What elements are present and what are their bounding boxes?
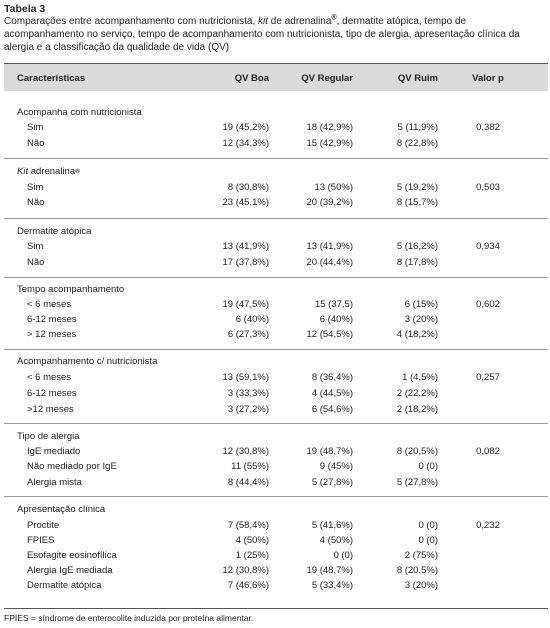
cell-qv-regular: 9 (45%) bbox=[319, 461, 353, 472]
row-label: Sim bbox=[27, 122, 44, 133]
cell-qv-regular: 15 (42,9%) bbox=[306, 138, 353, 149]
section-header-row bbox=[0, 106, 550, 120]
table-row bbox=[0, 240, 550, 254]
cell-p-value: 0,082 bbox=[476, 446, 500, 457]
cell-qv-bad: 8 (20,5%) bbox=[396, 565, 438, 576]
registered-mark: ® bbox=[331, 14, 337, 22]
cell-qv-regular: 20 (39,2%) bbox=[306, 197, 353, 208]
header-qv-good: QV Boa bbox=[234, 73, 269, 84]
section-label-italic: Kit bbox=[17, 166, 29, 177]
section-divider bbox=[4, 158, 548, 159]
cell-qv-good: 12 (34,3%) bbox=[222, 138, 269, 149]
table-row bbox=[0, 519, 550, 533]
registered-mark: ® bbox=[75, 168, 80, 175]
table-row bbox=[0, 476, 550, 490]
table-row bbox=[0, 403, 550, 417]
section-header-row bbox=[0, 283, 550, 297]
header-qv-bad: QV Ruim bbox=[397, 73, 438, 84]
cell-qv-bad: 8 (22,8%) bbox=[396, 138, 438, 149]
section-divider bbox=[4, 349, 548, 350]
cell-qv-good: 19 (47,5%) bbox=[222, 299, 269, 310]
table-row bbox=[0, 137, 550, 151]
section-label: Acompanhamento c/ nutricionista bbox=[17, 356, 158, 367]
header-p-value: Valor p bbox=[472, 73, 504, 84]
cell-qv-good: 7 (46,6%) bbox=[227, 580, 269, 591]
cell-qv-bad: 0 (0) bbox=[418, 461, 438, 472]
row-label: Não bbox=[27, 257, 45, 268]
table-row bbox=[0, 181, 550, 195]
row-label: Proctite bbox=[27, 520, 60, 531]
cell-qv-good: 17 (37,8%) bbox=[222, 257, 269, 268]
section-label bbox=[17, 165, 80, 179]
cell-qv-regular: 15 (37,5) bbox=[314, 299, 353, 310]
cell-p-value: 0,382 bbox=[476, 122, 500, 133]
row-label: > 12 meses bbox=[27, 329, 77, 340]
table-bottom-rule bbox=[4, 608, 548, 609]
header-qv-regular: QV Regular bbox=[301, 73, 353, 84]
cell-qv-good: 13 (41,9%) bbox=[222, 241, 269, 252]
section-divider bbox=[4, 496, 548, 497]
cell-qv-regular: 0 (0) bbox=[333, 550, 353, 561]
table-row bbox=[0, 196, 550, 210]
row-label: Alergia IgE mediada bbox=[27, 565, 113, 576]
caption-part-3: , dermatite atópica, tempo de acompanhamento no serviço, tempo de acompanhamento com nutricionista, tipo de alergia, apresentação clínica da alergia e a classificação da qualidade de vida (QV) bbox=[4, 16, 520, 53]
cell-qv-good: 8 (30,8%) bbox=[227, 182, 269, 193]
cell-qv-good: 3 (33,3%) bbox=[227, 388, 269, 399]
cell-qv-good: 7 (58,4%) bbox=[227, 520, 269, 531]
table-row bbox=[0, 256, 550, 270]
caption-part-1: Comparações entre acompanhamento com nutricionista, bbox=[4, 16, 259, 27]
row-label: >12 meses bbox=[27, 404, 74, 415]
cell-qv-regular: 5 (27,8%) bbox=[311, 477, 353, 488]
cell-qv-regular: 12 (54,5%) bbox=[306, 329, 353, 340]
row-label: Não mediado por IgE bbox=[27, 461, 117, 472]
cell-qv-bad: 8 (15,7%) bbox=[396, 197, 438, 208]
cell-qv-regular: 19 (48,7%) bbox=[306, 446, 353, 457]
section-label: Tempo acompanhamento bbox=[17, 284, 125, 295]
cell-qv-regular: 19 (48,7%) bbox=[306, 565, 353, 576]
cell-qv-good: 23 (45,1%) bbox=[222, 197, 269, 208]
cell-qv-good: 11 (55%) bbox=[231, 461, 269, 472]
cell-qv-good: 6 (27,3%) bbox=[227, 329, 269, 340]
row-label: Não bbox=[27, 138, 45, 149]
row-label: < 6 meses bbox=[27, 299, 72, 310]
section-header-row bbox=[0, 165, 550, 179]
cell-qv-good: 19 (45,2%) bbox=[222, 122, 269, 133]
cell-qv-bad: 4 (18,2%) bbox=[396, 329, 438, 340]
cell-qv-bad: 2 (75%) bbox=[404, 550, 438, 561]
table-footnote: FPIES = síndrome de enterocolite induzida por proteína alimentar. bbox=[4, 613, 254, 623]
cell-qv-bad: 8 (17,8%) bbox=[396, 257, 438, 268]
table-row bbox=[0, 564, 550, 578]
cell-qv-regular: 6 (40%) bbox=[319, 314, 353, 325]
cell-qv-good: 8 (44,4%) bbox=[227, 477, 269, 488]
cell-qv-good: 12 (30,8%) bbox=[222, 565, 269, 576]
table-row bbox=[0, 298, 550, 312]
table-row bbox=[0, 460, 550, 474]
cell-qv-bad: 2 (18,2%) bbox=[396, 404, 438, 415]
table-row bbox=[0, 328, 550, 342]
section-label-text: adrenalina bbox=[28, 166, 76, 177]
cell-qv-good: 4 (50%) bbox=[235, 535, 269, 546]
cell-qv-regular: 4 (50%) bbox=[319, 535, 353, 546]
row-label: Esofagite eosinofílica bbox=[27, 550, 117, 561]
row-label: 6-12 meses bbox=[27, 388, 77, 399]
table-row bbox=[0, 549, 550, 563]
cell-p-value: 0,602 bbox=[476, 299, 500, 310]
row-label: Alergia mista bbox=[27, 477, 82, 488]
cell-qv-regular: 13 (41,9%) bbox=[306, 241, 353, 252]
section-label: Acompanha com nutricionista bbox=[17, 107, 142, 118]
cell-qv-regular: 5 (33,4%) bbox=[311, 580, 353, 591]
cell-qv-bad: 0 (0) bbox=[418, 535, 438, 546]
cell-qv-good: 12 (30,8%) bbox=[222, 446, 269, 457]
cell-qv-regular: 8 (36,4%) bbox=[311, 372, 353, 383]
cell-p-value: 0,503 bbox=[476, 182, 500, 193]
row-label: 6-12 meses bbox=[27, 314, 77, 325]
cell-p-value: 0,232 bbox=[476, 520, 500, 531]
row-label: Dermatite atópica bbox=[27, 580, 102, 591]
section-header-row bbox=[0, 225, 550, 239]
cell-qv-good: 13 (59,1%) bbox=[222, 372, 269, 383]
table-row bbox=[0, 579, 550, 593]
cell-qv-good: 6 (40%) bbox=[235, 314, 269, 325]
header-characteristics: Características bbox=[17, 73, 86, 84]
cell-qv-bad: 5 (11,9%) bbox=[397, 122, 438, 133]
cell-qv-regular: 4 (44,5%) bbox=[311, 388, 353, 399]
cell-qv-bad: 1 (4,5%) bbox=[402, 372, 438, 383]
cell-qv-regular: 5 (41,6%) bbox=[311, 520, 353, 531]
section-label: Apresentação clínica bbox=[17, 504, 106, 515]
cell-qv-good: 1 (25%) bbox=[235, 550, 269, 561]
table-title: Tabela 3 bbox=[4, 3, 46, 15]
table-caption bbox=[4, 15, 548, 54]
cell-qv-bad: 2 (22,2%) bbox=[396, 388, 438, 399]
cell-qv-bad: 5 (19,2%) bbox=[396, 182, 438, 193]
section-divider bbox=[4, 277, 548, 278]
row-label: Não bbox=[27, 197, 45, 208]
section-header-row bbox=[0, 430, 550, 444]
row-label: < 6 meses bbox=[27, 372, 72, 383]
cell-qv-bad: 0 (0) bbox=[418, 520, 438, 531]
cell-qv-bad: 6 (15%) bbox=[404, 299, 438, 310]
row-label: IgE mediado bbox=[27, 446, 81, 457]
cell-qv-bad: 3 (20%) bbox=[404, 580, 438, 591]
cell-qv-regular: 20 (44,4%) bbox=[306, 257, 353, 268]
row-label: FPIES bbox=[27, 535, 55, 546]
table-row bbox=[0, 534, 550, 548]
row-label: Sim bbox=[27, 241, 44, 252]
cell-qv-regular: 18 (42,9%) bbox=[306, 122, 353, 133]
section-divider bbox=[4, 423, 548, 424]
cell-qv-good: 3 (27,2%) bbox=[227, 404, 269, 415]
cell-qv-regular: 13 (50%) bbox=[314, 182, 353, 193]
section-label: Tipo de alergia bbox=[17, 431, 80, 442]
cell-qv-bad: 3 (20%) bbox=[404, 314, 438, 325]
section-header-row bbox=[0, 503, 550, 517]
cell-qv-regular: 6 (54,6%) bbox=[311, 404, 353, 415]
cell-p-value: 0,934 bbox=[476, 241, 500, 252]
section-divider bbox=[4, 218, 548, 219]
section-label: Dermatite atópica bbox=[17, 226, 92, 237]
cell-qv-bad: 5 (16,2%) bbox=[396, 241, 438, 252]
row-label: Sim bbox=[27, 182, 44, 193]
cell-p-value: 0,257 bbox=[476, 372, 500, 383]
table-row bbox=[0, 121, 550, 135]
section-header-row bbox=[0, 355, 550, 369]
caption-kit: kit bbox=[258, 16, 269, 27]
cell-qv-bad: 5 (27,8%) bbox=[396, 477, 438, 488]
cell-qv-bad: 8 (20,5%) bbox=[396, 446, 438, 457]
caption-part-2: de adrenalina bbox=[268, 16, 332, 27]
table-row bbox=[0, 313, 550, 327]
table-row bbox=[0, 387, 550, 401]
table-row bbox=[0, 371, 550, 385]
table-row bbox=[0, 445, 550, 459]
